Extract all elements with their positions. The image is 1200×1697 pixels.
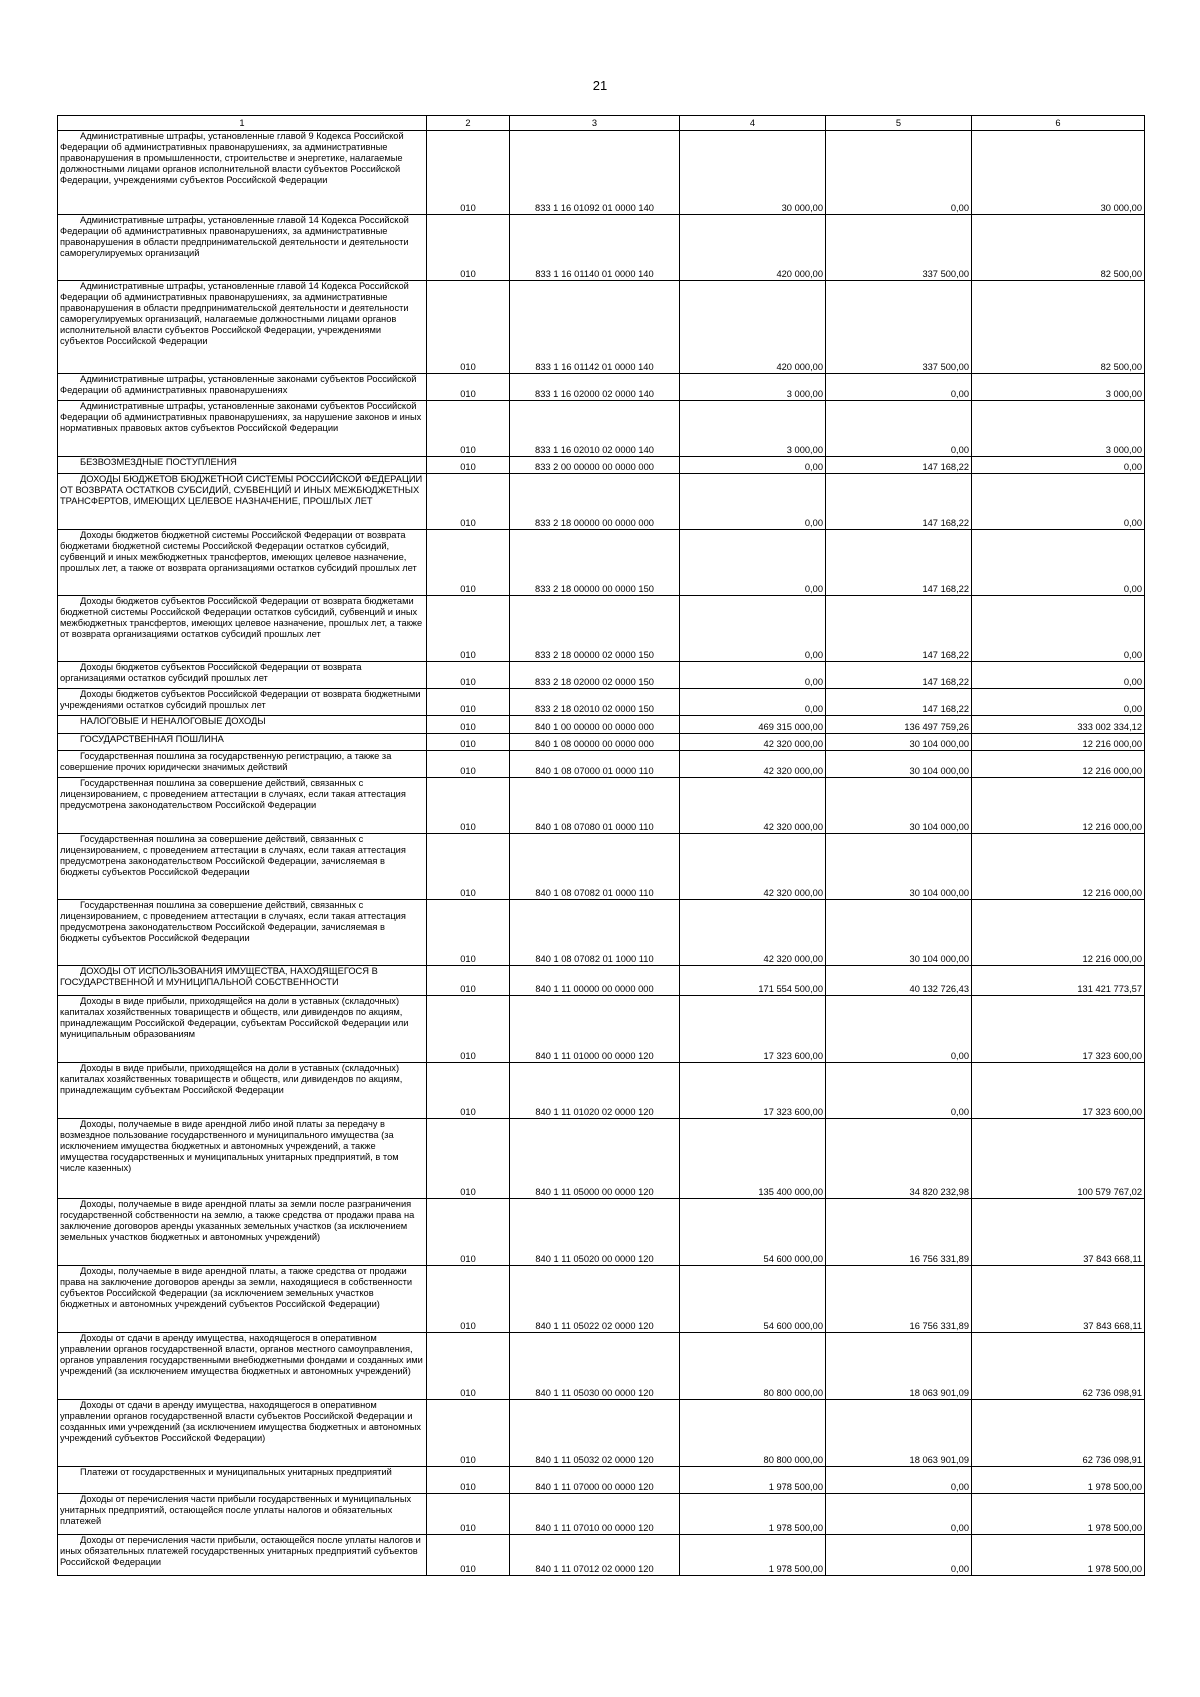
table-row — [58, 716, 1145, 734]
name-cell — [58, 457, 427, 474]
executed-amount-cell: 16 756 331,89 — [826, 1266, 972, 1333]
table-row — [58, 401, 1145, 457]
approved-amount-cell: 42 320 000,00 — [680, 900, 826, 966]
name-cell — [58, 1199, 427, 1266]
row-name-text: Административные штрафы, установленные законами субъектов Российской Федерации об административных правонарушениях — [60, 374, 417, 395]
column-header-4: 4 — [680, 116, 826, 131]
line-code-cell: 010 — [427, 778, 510, 834]
line-code-cell: 010 — [427, 596, 510, 662]
budget-classification-code-cell: 840 1 11 07010 00 0000 120 — [510, 1494, 680, 1535]
row-name-text: Доходы, получаемые в виде арендной либо иной платы за передачу в возмездное пользование государственного и муниципального имущества (за исключением имущества бюджетных и автономных учреждений, а также имущества государственных и муниципальных унитарных предприятий, в том числе казенных) — [60, 1119, 399, 1173]
row-name-text: Государственная пошлина за совершение действий, связанных с лицензированием, с проведением аттестации в случаях, если такая аттестация предусмотрена законодательством Российской Федерации — [60, 778, 406, 810]
executed-amount-cell: 147 168,22 — [826, 689, 972, 716]
line-code-cell: 010 — [427, 751, 510, 778]
table-header — [58, 116, 1145, 131]
budget-classification-code-cell: 840 1 00 00000 00 0000 000 — [510, 716, 680, 734]
line-code-cell: 010 — [427, 474, 510, 530]
unexecuted-amount-cell: 82 500,00 — [972, 281, 1145, 374]
unexecuted-amount-cell: 0,00 — [972, 474, 1145, 530]
approved-amount-cell: 0,00 — [680, 474, 826, 530]
budget-classification-code-cell: 833 2 18 02000 02 0000 150 — [510, 662, 680, 689]
name-cell — [58, 1494, 427, 1535]
name-cell — [58, 716, 427, 734]
table-row — [58, 374, 1145, 401]
budget-classification-code-cell: 833 2 18 00000 00 0000 150 — [510, 530, 680, 596]
executed-amount-cell: 30 104 000,00 — [826, 900, 972, 966]
unexecuted-amount-cell: 12 216 000,00 — [972, 751, 1145, 778]
name-cell — [58, 734, 427, 751]
approved-amount-cell: 0,00 — [680, 596, 826, 662]
unexecuted-amount-cell: 0,00 — [972, 530, 1145, 596]
name-cell — [58, 1063, 427, 1119]
table-row — [58, 689, 1145, 716]
row-name-text: Административные штрафы, установленные главой 14 Кодекса Российской Федерации об административных правонарушениях, за административные правонарушения в области предпринимательской деятельности и деятельности саморегулируемых организаций — [60, 215, 409, 258]
line-code-cell: 010 — [427, 131, 510, 215]
revenue-table — [57, 115, 1145, 1576]
approved-amount-cell: 0,00 — [680, 530, 826, 596]
unexecuted-amount-cell: 12 216 000,00 — [972, 778, 1145, 834]
unexecuted-amount-cell: 37 843 668,11 — [972, 1199, 1145, 1266]
approved-amount-cell: 30 000,00 — [680, 131, 826, 215]
executed-amount-cell: 136 497 759,26 — [826, 716, 972, 734]
budget-classification-code-cell: 840 1 11 05000 00 0000 120 — [510, 1119, 680, 1199]
line-code-cell: 010 — [427, 1400, 510, 1467]
line-code-cell: 010 — [427, 1535, 510, 1576]
table-row — [58, 457, 1145, 474]
approved-amount-cell: 42 320 000,00 — [680, 751, 826, 778]
unexecuted-amount-cell: 100 579 767,02 — [972, 1119, 1145, 1199]
row-name-text: Административные штрафы, установленные главой 14 Кодекса Российской Федерации об административных правонарушениях, за административные правонарушения в области предпринимательской деятельности и деятельности саморегулируемых организаций, налагаемые должностными лицами органов исполнительной власти субъектов Российской Федерации, учреждениями субъектов Российской Федерации — [60, 281, 409, 346]
unexecuted-amount-cell: 3 000,00 — [972, 374, 1145, 401]
executed-amount-cell: 0,00 — [826, 374, 972, 401]
budget-classification-code-cell: 840 1 11 05020 00 0000 120 — [510, 1199, 680, 1266]
budget-classification-code-cell: 840 1 11 07000 00 0000 120 — [510, 1467, 680, 1494]
unexecuted-amount-cell: 62 736 098,91 — [972, 1333, 1145, 1400]
budget-classification-code-cell: 840 1 08 07082 01 0000 110 — [510, 834, 680, 900]
budget-classification-code-cell: 840 1 11 00000 00 0000 000 — [510, 966, 680, 996]
executed-amount-cell: 16 756 331,89 — [826, 1199, 972, 1266]
name-cell — [58, 1266, 427, 1333]
unexecuted-amount-cell: 62 736 098,91 — [972, 1400, 1145, 1467]
line-code-cell: 010 — [427, 1266, 510, 1333]
table-row — [58, 1266, 1145, 1333]
line-code-cell: 010 — [427, 966, 510, 996]
table-row — [58, 281, 1145, 374]
approved-amount-cell: 1 978 500,00 — [680, 1494, 826, 1535]
table-row — [58, 662, 1145, 689]
name-cell — [58, 689, 427, 716]
row-name-text: ГОСУДАРСТВЕННАЯ ПОШЛИНА — [80, 734, 224, 744]
table-row — [58, 1400, 1145, 1467]
approved-amount-cell: 420 000,00 — [680, 215, 826, 281]
budget-classification-code-cell: 833 1 16 01142 01 0000 140 — [510, 281, 680, 374]
executed-amount-cell: 0,00 — [826, 1494, 972, 1535]
name-cell — [58, 281, 427, 374]
executed-amount-cell: 0,00 — [826, 1535, 972, 1576]
row-name-text: БЕЗВОЗМЕЗДНЫЕ ПОСТУПЛЕНИЯ — [80, 457, 237, 467]
budget-classification-code-cell: 840 1 11 05022 02 0000 120 — [510, 1266, 680, 1333]
budget-classification-code-cell: 833 1 16 02000 02 0000 140 — [510, 374, 680, 401]
line-code-cell: 010 — [427, 834, 510, 900]
approved-amount-cell: 17 323 600,00 — [680, 1063, 826, 1119]
budget-classification-code-cell: 840 1 11 07012 02 0000 120 — [510, 1535, 680, 1576]
unexecuted-amount-cell: 0,00 — [972, 457, 1145, 474]
column-header-5: 5 — [826, 116, 972, 131]
approved-amount-cell: 54 600 000,00 — [680, 1266, 826, 1333]
name-cell — [58, 751, 427, 778]
unexecuted-amount-cell: 1 978 500,00 — [972, 1535, 1145, 1576]
table-row — [58, 1119, 1145, 1199]
line-code-cell: 010 — [427, 530, 510, 596]
unexecuted-amount-cell: 1 978 500,00 — [972, 1494, 1145, 1535]
line-code-cell: 010 — [427, 374, 510, 401]
budget-classification-code-cell: 840 1 08 00000 00 0000 000 — [510, 734, 680, 751]
row-name-text: Доходы от сдачи в аренду имущества, находящегося в оперативном управлении органов государственной власти субъектов Российской Федерации и созданных ими учреждений (за исключением имущества бюджетных и автономных учреждений субъектов Российской Федерации) — [60, 1400, 422, 1443]
row-name-text: Доходы от сдачи в аренду имущества, находящегося в оперативном управлении органов государственной власти, органов местного самоуправления, органов управления государственными внебюджетными фондами и созданных ими учреждений (за исключением имущества бюджетных и автономных учреждений) — [60, 1333, 423, 1376]
row-name-text: Доходы, получаемые в виде арендной платы за земли после разграничения государственной собственности на землю, а также средства от продажи права на заключение договоров аренды указанных земельных участков (за исключением земельных участков бюджетных и автономных учреждений) — [60, 1199, 415, 1242]
approved-amount-cell: 54 600 000,00 — [680, 1199, 826, 1266]
executed-amount-cell: 30 104 000,00 — [826, 734, 972, 751]
table-row — [58, 778, 1145, 834]
budget-classification-code-cell: 840 1 08 07082 01 1000 110 — [510, 900, 680, 966]
line-code-cell: 010 — [427, 401, 510, 457]
line-code-cell: 010 — [427, 215, 510, 281]
budget-classification-code-cell: 840 1 11 05032 02 0000 120 — [510, 1400, 680, 1467]
table-row — [58, 530, 1145, 596]
name-cell — [58, 474, 427, 530]
line-code-cell: 010 — [427, 996, 510, 1063]
row-name-text: Платежи от государственных и муниципальных унитарных предприятий — [80, 1467, 392, 1477]
budget-classification-code-cell: 840 1 08 07080 01 0000 110 — [510, 778, 680, 834]
approved-amount-cell: 1 978 500,00 — [680, 1467, 826, 1494]
name-cell — [58, 1119, 427, 1199]
executed-amount-cell: 0,00 — [826, 996, 972, 1063]
approved-amount-cell: 420 000,00 — [680, 281, 826, 374]
unexecuted-amount-cell: 12 216 000,00 — [972, 900, 1145, 966]
executed-amount-cell: 30 104 000,00 — [826, 778, 972, 834]
page-number: 21 — [592, 78, 608, 93]
executed-amount-cell: 0,00 — [826, 1063, 972, 1119]
name-cell — [58, 401, 427, 457]
line-code-cell: 010 — [427, 457, 510, 474]
executed-amount-cell: 30 104 000,00 — [826, 834, 972, 900]
row-name-text: Доходы бюджетов субъектов Российской Федерации от возврата бюджетами бюджетной системы Российской Федерации остатков субсидий, субвенций и иных межбюджетных трансфертов, имеющих целевое назначение, прошлых лет, а также от возврата организациями остатков субсидий прошлых лет — [60, 596, 423, 639]
name-cell — [58, 834, 427, 900]
table-row — [58, 1333, 1145, 1400]
unexecuted-amount-cell: 0,00 — [972, 662, 1145, 689]
budget-classification-code-cell: 840 1 11 01000 00 0000 120 — [510, 996, 680, 1063]
approved-amount-cell: 80 800 000,00 — [680, 1333, 826, 1400]
budget-classification-code-cell: 840 1 11 01020 02 0000 120 — [510, 1063, 680, 1119]
unexecuted-amount-cell: 12 216 000,00 — [972, 834, 1145, 900]
line-code-cell: 010 — [427, 900, 510, 966]
unexecuted-amount-cell: 30 000,00 — [972, 131, 1145, 215]
row-name-text: НАЛОГОВЫЕ И НЕНАЛОГОВЫЕ ДОХОДЫ — [80, 716, 266, 726]
line-code-cell: 010 — [427, 662, 510, 689]
unexecuted-amount-cell: 12 216 000,00 — [972, 734, 1145, 751]
table-row — [58, 596, 1145, 662]
line-code-cell: 010 — [427, 734, 510, 751]
executed-amount-cell: 337 500,00 — [826, 215, 972, 281]
budget-classification-code-cell: 833 2 00 00000 00 0000 000 — [510, 457, 680, 474]
table-row — [58, 1199, 1145, 1266]
name-cell — [58, 900, 427, 966]
approved-amount-cell: 0,00 — [680, 457, 826, 474]
budget-classification-code-cell: 840 1 11 05030 00 0000 120 — [510, 1333, 680, 1400]
column-header-2: 2 — [427, 116, 510, 131]
name-cell — [58, 1333, 427, 1400]
name-cell — [58, 215, 427, 281]
budget-classification-code-cell: 840 1 08 07000 01 0000 110 — [510, 751, 680, 778]
table-row — [58, 1063, 1145, 1119]
column-header-1: 1 — [58, 116, 427, 131]
approved-amount-cell: 42 320 000,00 — [680, 734, 826, 751]
name-cell — [58, 596, 427, 662]
line-code-cell: 010 — [427, 689, 510, 716]
executed-amount-cell: 0,00 — [826, 401, 972, 457]
executed-amount-cell: 337 500,00 — [826, 281, 972, 374]
line-code-cell: 010 — [427, 281, 510, 374]
executed-amount-cell: 147 168,22 — [826, 530, 972, 596]
executed-amount-cell: 18 063 901,09 — [826, 1400, 972, 1467]
column-number-row — [58, 116, 1145, 131]
approved-amount-cell: 171 554 500,00 — [680, 966, 826, 996]
row-name-text: Доходы от перечисления части прибыли государственных и муниципальных унитарных предприятий, остающейся после уплаты налогов и обязательных платежей — [60, 1494, 412, 1526]
row-name-text: ДОХОДЫ БЮДЖЕТОВ БЮДЖЕТНОЙ СИСТЕМЫ РОССИЙСКОЙ ФЕДЕРАЦИИ ОТ ВОЗВРАТА ОСТАТКОВ СУБСИДИЙ, СУБВЕНЦИЙ И ИНЫХ МЕЖБЮДЖЕТНЫХ ТРАНСФЕРТОВ, ИМЕЮЩИХ ЦЕЛЕВОЕ НАЗНАЧЕНИЕ, ПРОШЛЫХ ЛЕТ — [60, 474, 423, 506]
row-name-text: Государственная пошлина за совершение действий, связанных с лицензированием, с проведением аттестации в случаях, если такая аттестация предусмотрена законодательством Российской Федерации, зачисляемая в бюджеты субъектов Российской Федерации — [60, 900, 406, 943]
approved-amount-cell: 469 315 000,00 — [680, 716, 826, 734]
line-code-cell: 010 — [427, 1333, 510, 1400]
row-name-text: Государственная пошлина за совершение действий, связанных с лицензированием, с проведением аттестации в случаях, если такая аттестация предусмотрена законодательством Российской Федерации, зачисляемая в бюджеты субъектов Российской Федерации — [60, 834, 406, 877]
approved-amount-cell: 17 323 600,00 — [680, 996, 826, 1063]
row-name-text: Доходы, получаемые в виде арендной платы, а также средства от продажи права на заключение договоров аренды за земли, находящиеся в собственности субъектов Российской Федерации (за исключением земельных участков бюджетных и автономных учреждений субъектов Российской Федерации) — [60, 1266, 413, 1309]
table-row — [58, 900, 1145, 966]
approved-amount-cell: 42 320 000,00 — [680, 834, 826, 900]
table-body — [58, 131, 1145, 1576]
budget-classification-code-cell: 833 2 18 02010 02 0000 150 — [510, 689, 680, 716]
line-code-cell: 010 — [427, 1199, 510, 1266]
executed-amount-cell: 147 168,22 — [826, 474, 972, 530]
executed-amount-cell: 0,00 — [826, 1467, 972, 1494]
executed-amount-cell: 30 104 000,00 — [826, 751, 972, 778]
name-cell — [58, 966, 427, 996]
row-name-text: Административные штрафы, установленные законами субъектов Российской Федерации об административных правонарушениях, за нарушение законов и иных нормативных правовых актов субъектов Российской Федерации — [60, 401, 422, 433]
line-code-cell: 010 — [427, 1494, 510, 1535]
budget-classification-code-cell: 833 2 18 00000 02 0000 150 — [510, 596, 680, 662]
unexecuted-amount-cell: 17 323 600,00 — [972, 1063, 1145, 1119]
budget-classification-code-cell: 833 2 18 00000 00 0000 000 — [510, 474, 680, 530]
budget-classification-code-cell: 833 1 16 01092 01 0000 140 — [510, 131, 680, 215]
table-row — [58, 996, 1145, 1063]
table-row — [58, 131, 1145, 215]
unexecuted-amount-cell: 82 500,00 — [972, 215, 1145, 281]
unexecuted-amount-cell: 0,00 — [972, 596, 1145, 662]
row-name-text: Государственная пошлина за государственную регистрацию, а также за совершение прочих юридически значимых действий — [60, 751, 392, 772]
table-row — [58, 966, 1145, 996]
unexecuted-amount-cell: 131 421 773,57 — [972, 966, 1145, 996]
approved-amount-cell: 3 000,00 — [680, 374, 826, 401]
approved-amount-cell: 135 400 000,00 — [680, 1119, 826, 1199]
executed-amount-cell: 0,00 — [826, 131, 972, 215]
executed-amount-cell: 147 168,22 — [826, 662, 972, 689]
row-name-text: Доходы бюджетов бюджетной системы Российской Федерации от возврата бюджетами бюджетной системы Российской Федерации остатков субсидий, субвенций и иных межбюджетных трансфертов, имеющих целевое назначение, прошлых лет, а также от возврата организациями остатков субсидий прошлых лет — [60, 530, 417, 573]
unexecuted-amount-cell: 333 002 334,12 — [972, 716, 1145, 734]
approved-amount-cell: 1 978 500,00 — [680, 1535, 826, 1576]
executed-amount-cell: 147 168,22 — [826, 457, 972, 474]
name-cell — [58, 131, 427, 215]
name-cell — [58, 1535, 427, 1576]
row-name-text: Доходы в виде прибыли, приходящейся на доли в уставных (складочных) капиталах хозяйственных товариществ и обществ, или дивидендов по акциям, принадлежащим субъектам Российской Федерации — [60, 1063, 403, 1095]
name-cell — [58, 1467, 427, 1494]
line-code-cell: 010 — [427, 716, 510, 734]
line-code-cell: 010 — [427, 1119, 510, 1199]
unexecuted-amount-cell: 37 843 668,11 — [972, 1266, 1145, 1333]
row-name-text: Доходы бюджетов субъектов Российской Федерации от возврата бюджетными учреждениями остатков субсидий прошлых лет — [60, 689, 421, 710]
name-cell — [58, 374, 427, 401]
approved-amount-cell: 0,00 — [680, 662, 826, 689]
row-name-text: Доходы бюджетов субъектов Российской Федерации от возврата организациями остатков субсидий прошлых лет — [60, 662, 362, 683]
table-row — [58, 474, 1145, 530]
table-row — [58, 834, 1145, 900]
row-name-text: ДОХОДЫ ОТ ИСПОЛЬЗОВАНИЯ ИМУЩЕСТВА, НАХОДЯЩЕГОСЯ В ГОСУДАРСТВЕННОЙ И МУНИЦИПАЛЬНОЙ СОБСТВЕННОСТИ — [60, 966, 378, 987]
table-row — [58, 734, 1145, 751]
approved-amount-cell: 0,00 — [680, 689, 826, 716]
approved-amount-cell: 80 800 000,00 — [680, 1400, 826, 1467]
budget-classification-code-cell: 833 1 16 01140 01 0000 140 — [510, 215, 680, 281]
unexecuted-amount-cell: 1 978 500,00 — [972, 1467, 1145, 1494]
column-header-6: 6 — [972, 116, 1145, 131]
executed-amount-cell: 40 132 726,43 — [826, 966, 972, 996]
table-row — [58, 751, 1145, 778]
executed-amount-cell: 18 063 901,09 — [826, 1333, 972, 1400]
row-name-text: Доходы в виде прибыли, приходящейся на доли в уставных (складочных) капиталах хозяйственных товариществ и обществ, или дивидендов по акциям, принадлежащим Российской Федерации, субъектам Российской Федерации или муниципальным образованиям — [60, 996, 409, 1039]
unexecuted-amount-cell: 3 000,00 — [972, 401, 1145, 457]
table-row — [58, 215, 1145, 281]
table-row — [58, 1494, 1145, 1535]
unexecuted-amount-cell: 0,00 — [972, 689, 1145, 716]
table-row — [58, 1467, 1145, 1494]
unexecuted-amount-cell: 17 323 600,00 — [972, 996, 1145, 1063]
line-code-cell: 010 — [427, 1467, 510, 1494]
approved-amount-cell: 42 320 000,00 — [680, 778, 826, 834]
executed-amount-cell: 147 168,22 — [826, 596, 972, 662]
line-code-cell: 010 — [427, 1063, 510, 1119]
row-name-text: Доходы от перечисления части прибыли, остающейся после уплаты налогов и иных обязательных платежей государственных унитарных предприятий субъектов Российской Федерации — [60, 1535, 421, 1567]
name-cell — [58, 996, 427, 1063]
row-name-text: Административные штрафы, установленные главой 9 Кодекса Российской Федерации об административных правонарушениях, за административные правонарушения в промышленности, строительстве и энергетике, налагаемые должностными лицами органов исполнительной власти субъектов Российской Федерации, учреждениями субъектов Российской Федерации — [60, 131, 404, 185]
name-cell — [58, 1400, 427, 1467]
name-cell — [58, 662, 427, 689]
name-cell — [58, 530, 427, 596]
executed-amount-cell: 34 820 232,98 — [826, 1119, 972, 1199]
name-cell — [58, 778, 427, 834]
approved-amount-cell: 3 000,00 — [680, 401, 826, 457]
column-header-3: 3 — [510, 116, 680, 131]
table-row — [58, 1535, 1145, 1576]
budget-classification-code-cell: 833 1 16 02010 02 0000 140 — [510, 401, 680, 457]
